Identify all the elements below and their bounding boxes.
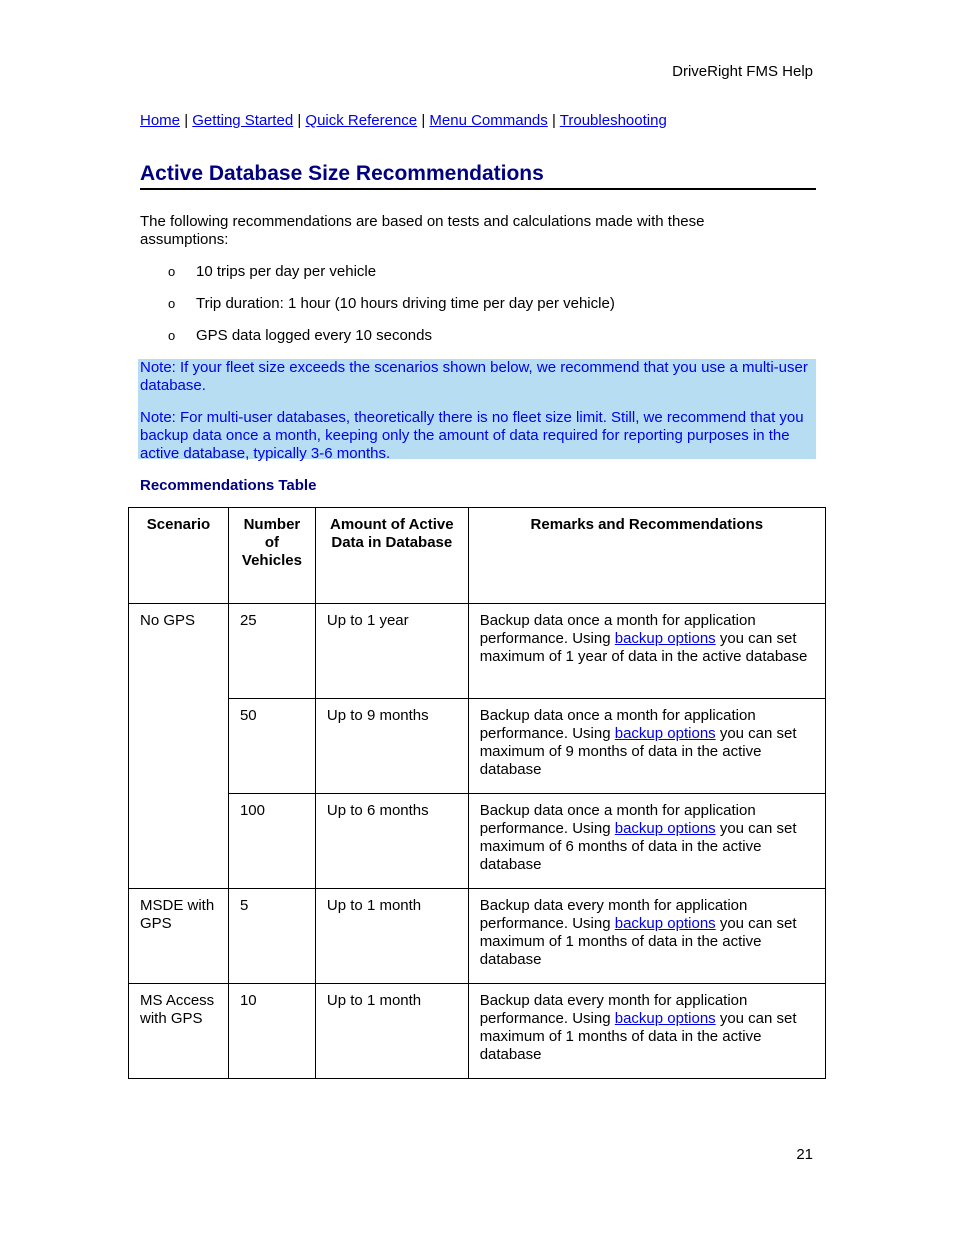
- bullet-circle-icon: o: [168, 328, 176, 343]
- cell-amount: Up to 9 months: [315, 699, 468, 794]
- cell-vehicles: 100: [228, 794, 315, 889]
- nav-separator: |: [421, 112, 426, 129]
- backup-options-link[interactable]: backup options: [614, 725, 716, 742]
- backup-options-link[interactable]: backup options: [614, 630, 716, 647]
- page-title: Active Database Size Recommendations: [140, 160, 816, 190]
- remark-text: you can set maximum of 6 months of data in the active database: [479, 820, 797, 873]
- cell-vehicles: 25: [228, 604, 315, 699]
- cell-vehicles: 10: [228, 984, 315, 1079]
- remark-text: Backup data once a month for application performance. Using: [479, 802, 756, 837]
- nav-link-getting-started[interactable]: Getting Started: [192, 112, 294, 129]
- document-header-title: DriveRight FMS Help: [672, 63, 813, 80]
- table-row: [129, 794, 826, 889]
- note-fleet-size-limit: Note: For multi-user databases, theoretically there is no fleet size limit. Still, we recommend that you backup data once a month, keeping only the amount of data required for reporting purposes in the active database, typically 3-6 months.: [140, 409, 804, 462]
- remark-text: you can set maximum of 1 year of data in the active database: [479, 630, 808, 665]
- nav-separator: |: [184, 112, 189, 129]
- nav-separator: |: [551, 112, 556, 129]
- table-row: [129, 984, 826, 1079]
- cell-remarks: [468, 984, 825, 1079]
- list-item: [140, 263, 615, 295]
- backup-options-link[interactable]: backup options: [614, 820, 716, 837]
- remark-text: Backup data once a month for application performance. Using: [479, 707, 756, 742]
- cell-scenario: MSDE with GPS: [129, 889, 229, 984]
- remark-text: you can set maximum of 9 months of data in the active database: [479, 725, 797, 778]
- cell-amount: Up to 1 year: [315, 604, 468, 699]
- nav-link-home[interactable]: Home: [140, 112, 181, 129]
- assumption-text: 10 trips per day per vehicle: [196, 263, 377, 280]
- column-header-remarks: Remarks and Recommendations: [468, 508, 825, 604]
- backup-options-link[interactable]: backup options: [614, 915, 716, 932]
- list-item: [140, 327, 615, 359]
- column-header-amount: Amount of Active Data in Database: [315, 508, 468, 604]
- table-row: [129, 604, 826, 699]
- cell-remarks: [468, 794, 825, 889]
- cell-amount: Up to 1 month: [315, 889, 468, 984]
- nav-bar: [140, 112, 667, 130]
- assumption-text: GPS data logged every 10 seconds: [196, 327, 432, 344]
- cell-remarks: [468, 699, 825, 794]
- table-header-row: [129, 508, 826, 604]
- column-header-scenario: Scenario: [129, 508, 229, 604]
- cell-vehicles: 5: [228, 889, 315, 984]
- remark-text: you can set maximum of 1 months of data in the active database: [479, 915, 797, 968]
- list-item: [140, 295, 615, 327]
- bullet-circle-icon: o: [168, 264, 176, 279]
- cell-scenario: No GPS: [129, 604, 229, 889]
- backup-options-link[interactable]: backup options: [614, 1010, 716, 1027]
- nav-link-quick-reference[interactable]: Quick Reference: [305, 112, 418, 129]
- assumptions-list: [140, 263, 615, 359]
- nav-link-menu-commands[interactable]: Menu Commands: [429, 112, 548, 129]
- remark-text: you can set maximum of 1 months of data in the active database: [479, 1010, 797, 1063]
- table-caption: Recommendations Table: [140, 477, 317, 494]
- recommendations-table: [128, 507, 826, 1079]
- cell-remarks: [468, 604, 825, 699]
- column-header-vehicles: Number of Vehicles: [228, 508, 315, 604]
- nav-link-troubleshooting[interactable]: Troubleshooting: [559, 112, 667, 129]
- note-multi-user: Note: If your fleet size exceeds the scenarios shown below, we recommend that you use a multi-user database.: [140, 359, 808, 394]
- page-number: 21: [796, 1146, 813, 1163]
- note-box: [138, 359, 816, 462]
- cell-vehicles: 50: [228, 699, 315, 794]
- assumption-text: Trip duration: 1 hour (10 hours driving time per day per vehicle): [196, 295, 615, 312]
- table-row: [129, 699, 826, 794]
- cell-remarks: [468, 889, 825, 984]
- intro-paragraph: The following recommendations are based on tests and calculations made with these assumptions:: [140, 213, 705, 248]
- bullet-circle-icon: o: [168, 296, 176, 311]
- nav-separator: |: [297, 112, 302, 129]
- remark-text: Backup data every month for application performance. Using: [479, 992, 748, 1027]
- cell-amount: Up to 1 month: [315, 984, 468, 1079]
- table-row: [129, 889, 826, 984]
- cell-scenario: MS Access with GPS: [129, 984, 229, 1079]
- cell-amount: Up to 6 months: [315, 794, 468, 889]
- remark-text: Backup data every month for application performance. Using: [479, 897, 748, 932]
- remark-text: Backup data once a month for application performance. Using: [479, 612, 756, 647]
